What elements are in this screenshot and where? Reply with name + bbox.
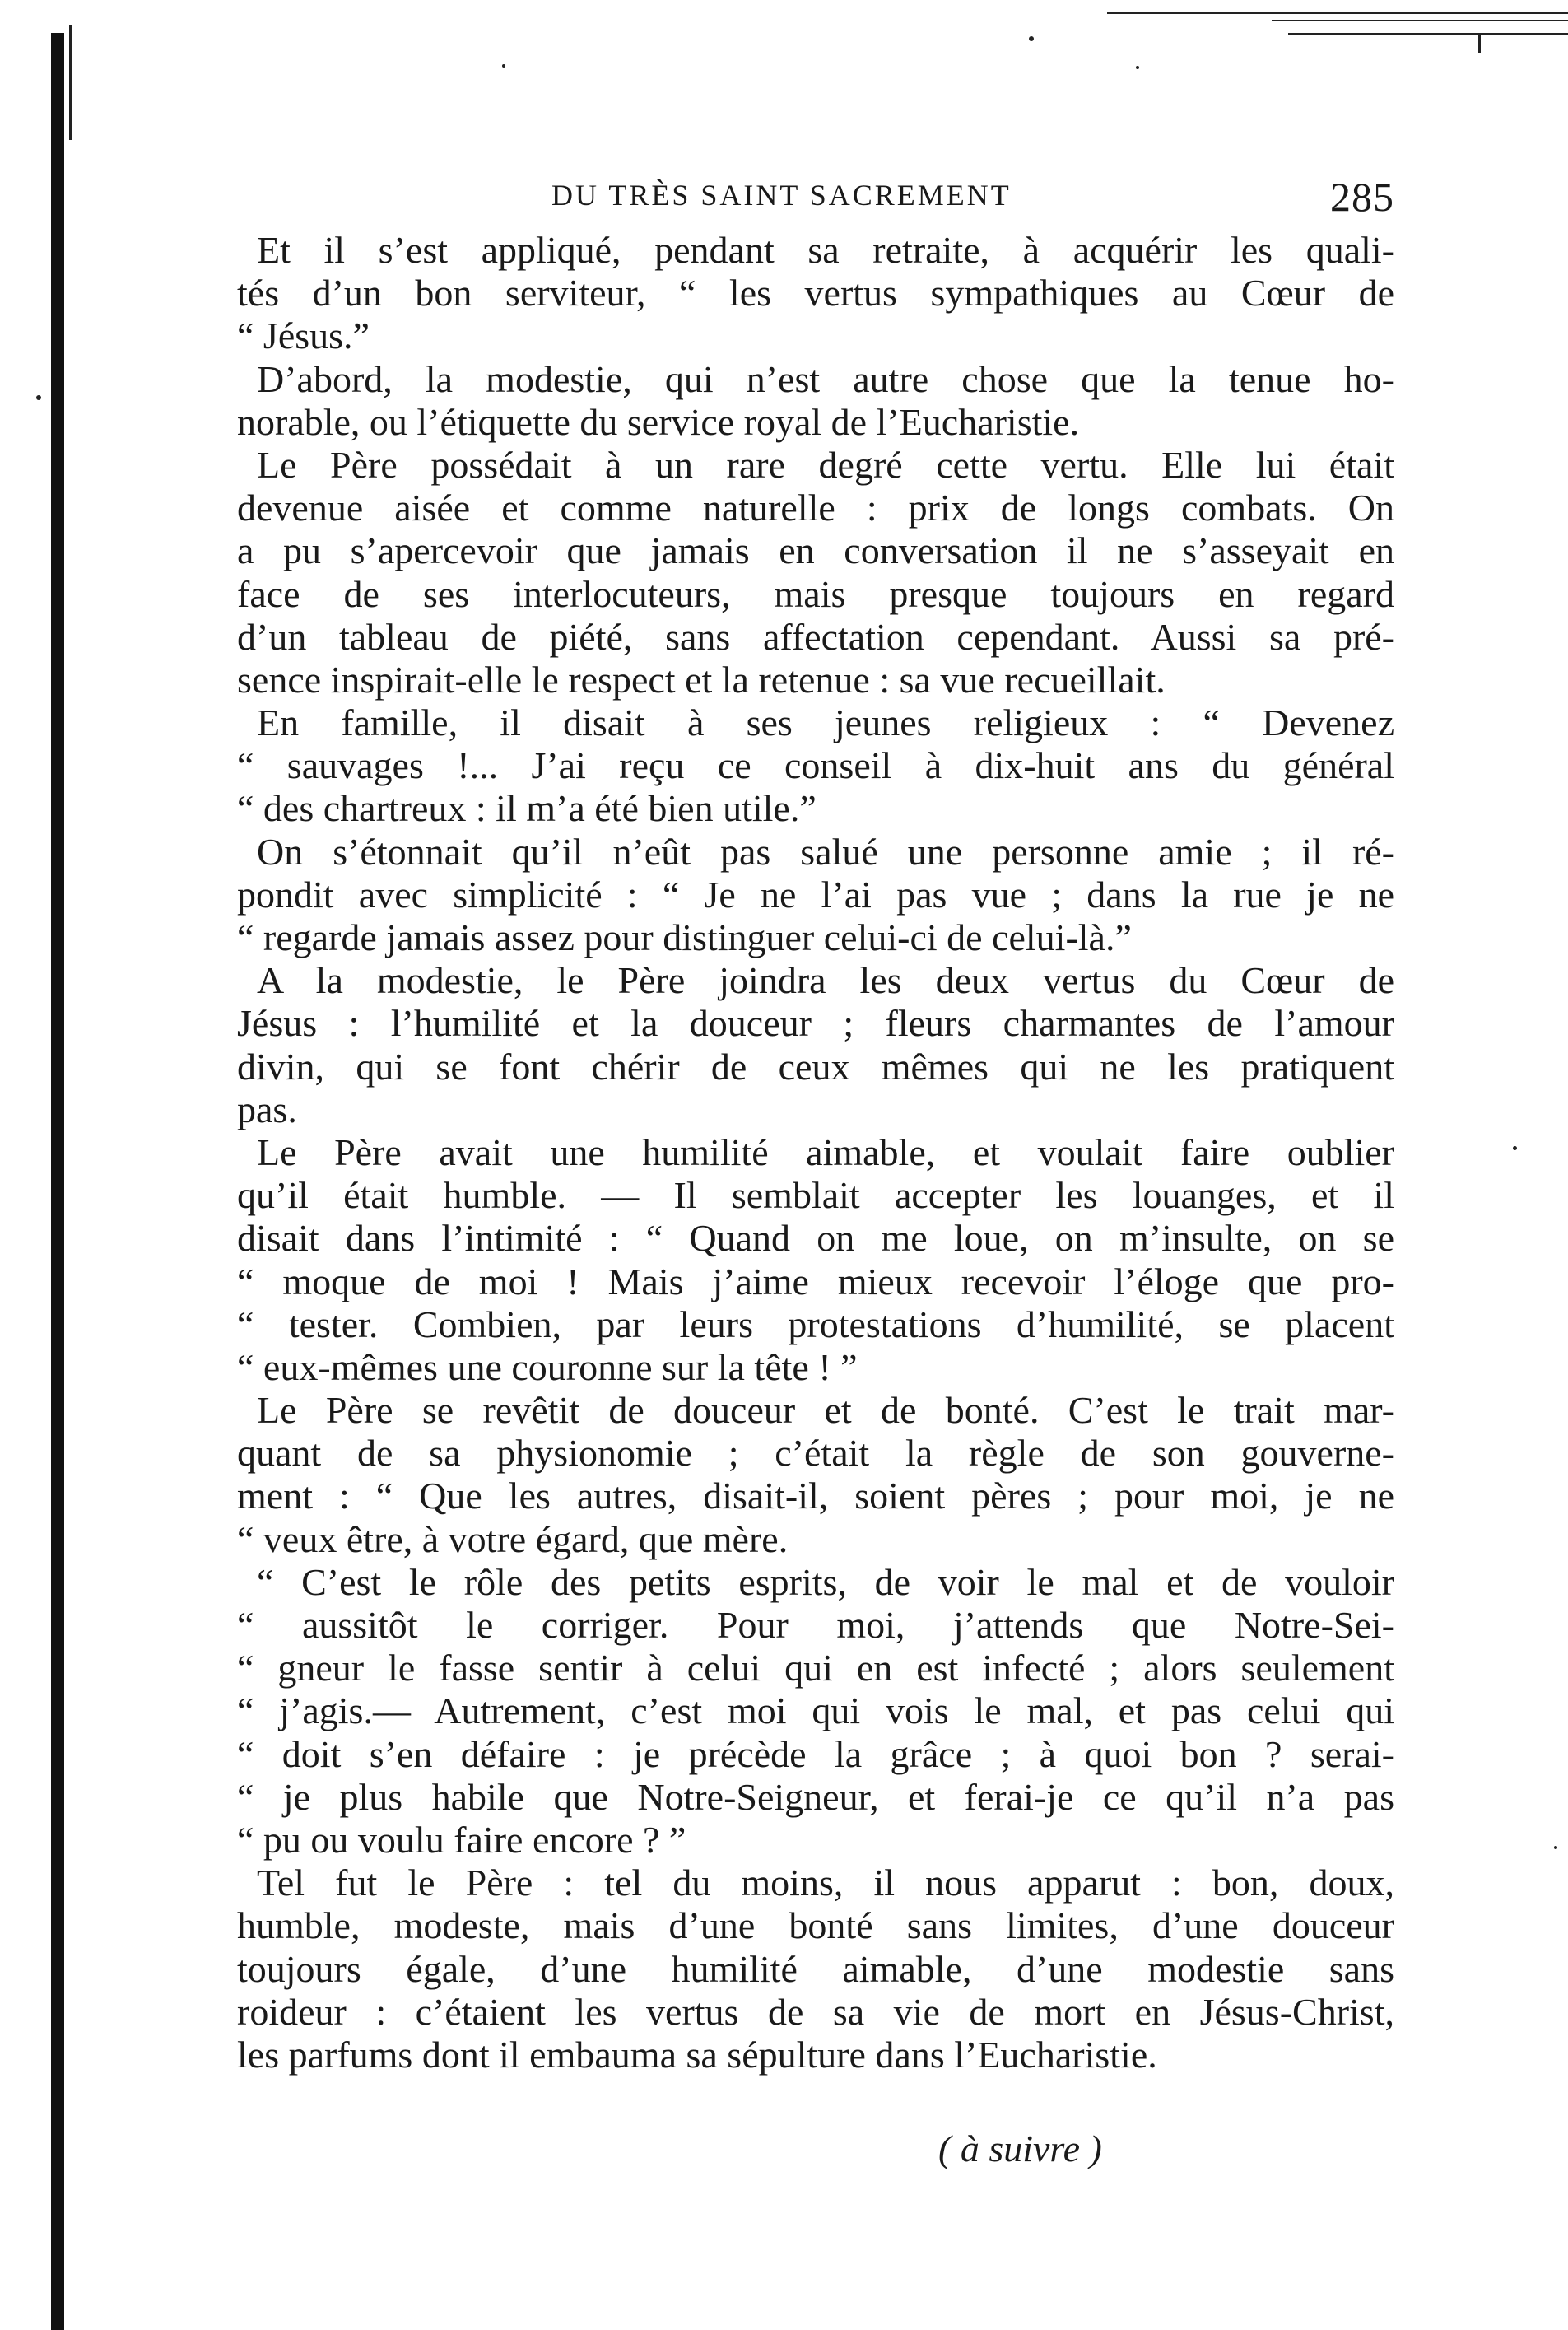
- text-line: Le Père avait une humilité aimable, et voulait faire oublier: [257, 1130, 1394, 1173]
- text-line: “ C’est le rôle des petits esprits, de voir le mal et de vouloir: [257, 1560, 1394, 1603]
- text-line: devenue aisée et comme naturelle : prix de longs combats. On: [237, 487, 1394, 529]
- binding-edge-mark: [69, 25, 72, 140]
- top-rule: [1272, 20, 1568, 21]
- text-line: “ gneur le fasse sentir à celui qui en est infecté ; alors seulement: [237, 1647, 1394, 1689]
- text-line: Jésus : l’humilité et la douceur ; fleurs charmantes de l’amour: [237, 1002, 1394, 1045]
- text-line: “ eux-mêmes une couronne sur la tête ! ”: [237, 1345, 858, 1388]
- text-line: A la modestie, le Père joindra les deux vertus du Cœur de: [257, 959, 1394, 1002]
- text-line: toujours égale, d’une humilité aimable, d’une modestie sans: [237, 1947, 1394, 1990]
- text-line: norable, ou l’étiquette du service royal de l’Eucharistie.: [237, 400, 1080, 443]
- text-line: “ pu ou voulu faire encore ? ”: [237, 1818, 686, 1861]
- text-line: quant de sa physionomie ; c’était la règle de son gouverne-: [237, 1432, 1394, 1475]
- ink-speck: [1029, 36, 1034, 41]
- text-line: “ je plus habile que Notre-Seigneur, et ferai-je ce qu’il n’a pas: [237, 1775, 1394, 1818]
- page-number: 285: [1330, 174, 1394, 220]
- text-line: On s’étonnait qu’il n’eût pas salué une personne amie ; il ré-: [257, 830, 1394, 873]
- top-rule: [1288, 33, 1568, 35]
- ink-speck: [36, 395, 41, 400]
- text-line: En famille, il disait à ses jeunes religieux : “ Devenez: [257, 701, 1394, 744]
- text-line: face de ses interlocuteurs, mais presque toujours en regard: [237, 572, 1394, 615]
- page-header: [237, 173, 1394, 222]
- ink-speck: [502, 64, 505, 68]
- text-line: ment : “ Que les autres, disait-il, soient pères ; pour moi, je ne: [237, 1475, 1394, 1517]
- text-line: Le Père possédait à un rare degré cette vertu. Elle lui était: [257, 443, 1394, 486]
- text-line: divin, qui se font chérir de ceux mêmes qui ne les pratiquent: [237, 1045, 1394, 1088]
- binding-edge: [51, 33, 64, 2330]
- text-line: “ aussitôt le corriger. Pour moi, j’attends que Notre-Sei-: [237, 1604, 1394, 1646]
- ink-speck: [1554, 1846, 1557, 1849]
- text-line: “ doit s’en défaire : je précède la grâce ; à quoi bon ? serai-: [237, 1732, 1394, 1775]
- text-line: “ tester. Combien, par leurs protestations d’humilité, se placent: [237, 1302, 1394, 1345]
- running-head: DU TRÈS SAINT SACREMENT: [551, 179, 1012, 212]
- text-line: “ veux être, à votre égard, que mère.: [237, 1517, 789, 1560]
- text-line: “ des chartreux : il m’a été bien utile.”: [237, 787, 817, 830]
- text-line: Et il s’est appliqué, pendant sa retraite, à acquérir les quali-: [257, 229, 1394, 271]
- ink-speck: [1136, 66, 1139, 69]
- text-line: tés d’un bon serviteur, “ les vertus sympathiques au Cœur de: [237, 272, 1394, 315]
- text-line: les parfums dont il embauma sa sépulture dans l’Eucharistie.: [237, 2033, 1157, 2076]
- text-line: Tel fut le Père : tel du moins, il nous apparut : bon, doux,: [257, 1862, 1394, 1904]
- text-line: pas.: [237, 1088, 297, 1130]
- to-be-continued: ( à suivre ): [938, 2127, 1102, 2169]
- text-line: d’un tableau de piété, sans affectation cependant. Aussi sa pré-: [237, 615, 1394, 658]
- text-line: a pu s’apercevoir que jamais en conversation il ne s’asseyait en: [237, 529, 1394, 572]
- text-line: Le Père se revêtit de douceur et de bonté. C’est le trait mar-: [257, 1389, 1394, 1432]
- text-line: sence inspirait-elle le respect et la retenue : sa vue recueillait.: [237, 658, 1166, 701]
- text-line: D’abord, la modestie, qui n’est autre chose que la tenue ho-: [257, 357, 1394, 400]
- text-line: “ moque de moi ! Mais j’aime mieux recevoir l’éloge que pro-: [237, 1260, 1394, 1302]
- text-line: pondit avec simplicité : “ Je ne l’ai pas vue ; dans la rue je ne: [237, 873, 1394, 916]
- ink-speck: [1513, 1146, 1517, 1150]
- body-text: [237, 229, 1394, 2076]
- text-line: disait dans l’intimité : “ Quand on me loue, on m’insulte, on se: [237, 1217, 1394, 1260]
- text-line: “ sauvages !... J’ai reçu ce conseil à dix-huit ans du général: [237, 744, 1394, 787]
- text-line: “ Jésus.”: [237, 315, 370, 357]
- text-line: “ regarde jamais assez pour distinguer celui-ci de celui-là.”: [237, 916, 1132, 958]
- top-rule-tick: [1478, 33, 1481, 53]
- text-line: humble, modeste, mais d’une bonté sans limites, d’une douceur: [237, 1904, 1394, 1947]
- text-line: qu’il était humble. — Il semblait accepter les louanges, et il: [237, 1174, 1394, 1217]
- text-line: “ j’agis.— Autrement, c’est moi qui vois le mal, et pas celui qui: [237, 1689, 1394, 1732]
- text-line: roideur : c’étaient les vertus de sa vie de mort en Jésus-Christ,: [237, 1990, 1394, 2033]
- top-rule: [1107, 12, 1568, 14]
